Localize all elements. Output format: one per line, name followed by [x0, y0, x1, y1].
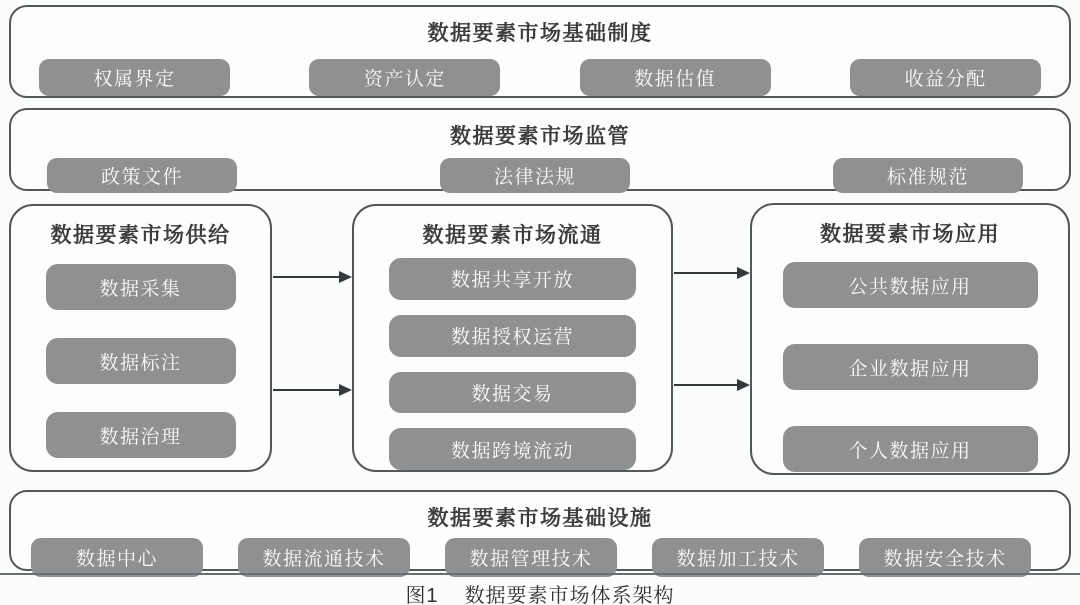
pill-row [11, 150, 1069, 193]
section-title: 数据要素市场供给 [50, 224, 231, 247]
section-market-basic-institutions [9, 5, 1071, 98]
figure-caption [0, 579, 1080, 605]
pill-item: 政策文件 [47, 158, 237, 193]
pill-item: 数据采集 [46, 264, 236, 310]
arrow-shaft [674, 384, 741, 386]
section-market-regulation [9, 108, 1071, 191]
pill-item: 数据安全技术 [859, 538, 1031, 577]
pill-item: 数据交易 [389, 372, 636, 414]
section-title: 数据要素市场基础制度 [427, 22, 653, 45]
arrow-shaft [273, 389, 343, 391]
pill-item: 数据管理技术 [445, 538, 617, 577]
arrow-circulation-to-application-bottom [674, 379, 750, 391]
section-market-supply [9, 204, 272, 472]
figure-bottom-rule [0, 573, 1080, 575]
arrow-head-icon [737, 267, 750, 279]
section-title: 数据要素市场流通 [422, 224, 603, 247]
pill-item: 数据跨境流动 [389, 428, 636, 470]
pill-item: 数据标注 [46, 338, 236, 384]
arrow-shaft [674, 272, 741, 274]
arrow-head-icon [737, 379, 750, 391]
pill-item: 公共数据应用 [783, 262, 1038, 308]
pill-item: 资产认定 [309, 59, 500, 96]
arrow-head-icon [339, 271, 352, 283]
pill-item: 企业数据应用 [783, 344, 1038, 390]
pill-row [11, 47, 1069, 96]
section-title: 数据要素市场基础设施 [427, 507, 653, 530]
section-market-circulation [352, 204, 673, 472]
figure-caption-title: 数据要素市场体系架构 [464, 585, 675, 605]
arrow-supply-to-circulation-top [273, 271, 352, 283]
pill-item: 数据治理 [46, 412, 236, 458]
pill-item: 数据共享开放 [389, 258, 636, 300]
figure-caption-number: 图1 [405, 585, 439, 605]
arrow-shaft [273, 276, 343, 278]
section-market-infrastructure [9, 490, 1071, 571]
pill-item: 权属界定 [39, 59, 230, 96]
pill-item: 数据授权运营 [389, 315, 636, 357]
section-market-application [750, 203, 1070, 475]
section-title: 数据要素市场监管 [450, 125, 630, 148]
pill-item: 法律法规 [440, 158, 630, 193]
pill-item: 数据流通技术 [238, 538, 410, 577]
arrow-head-icon [339, 384, 352, 396]
pill-item: 收益分配 [850, 59, 1041, 96]
arrow-supply-to-circulation-bottom [273, 384, 352, 396]
pill-row [11, 532, 1069, 577]
arrow-circulation-to-application-top [674, 267, 750, 279]
pill-item: 数据中心 [31, 538, 203, 577]
pill-item: 标准规范 [833, 158, 1023, 193]
pill-item: 数据加工技术 [652, 538, 824, 577]
pill-item: 数据估值 [580, 59, 771, 96]
section-title: 数据要素市场应用 [820, 223, 1000, 246]
pill-item: 个人数据应用 [783, 426, 1038, 472]
